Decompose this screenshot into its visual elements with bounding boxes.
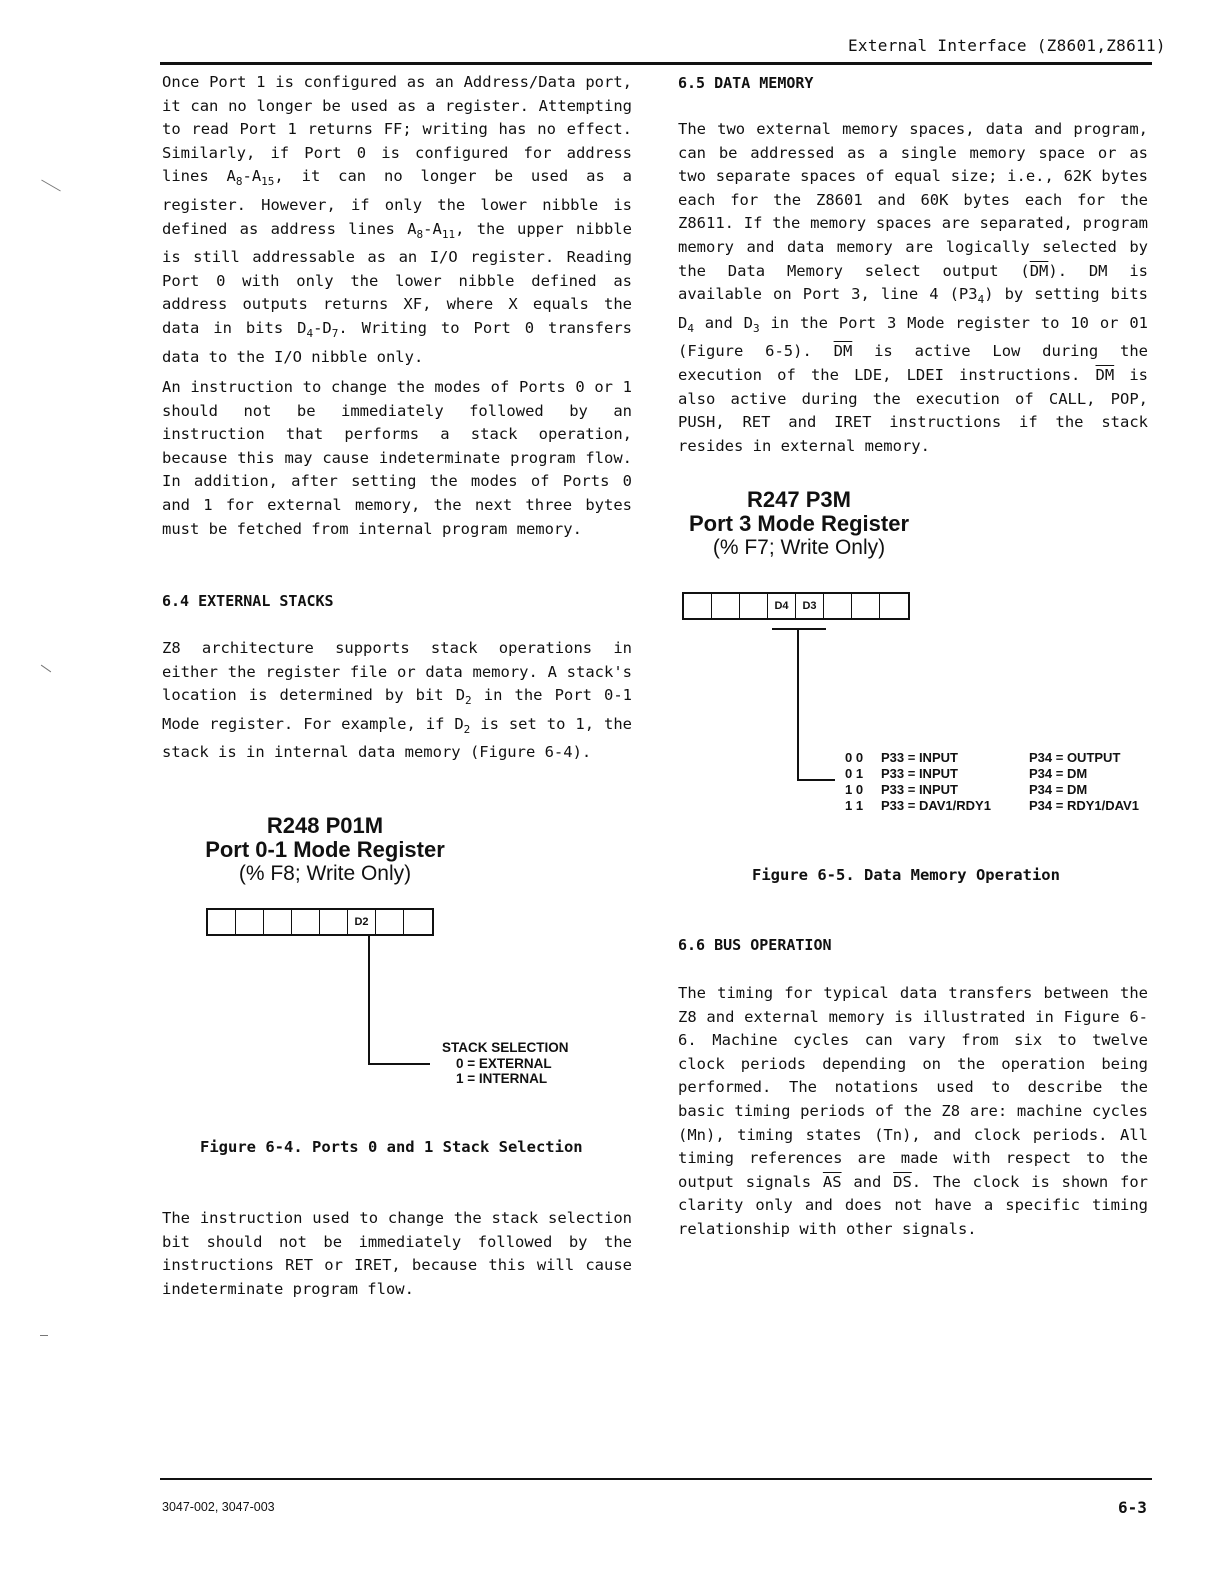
register-name: Port 3 Mode Register bbox=[688, 511, 910, 536]
figure-6-5-bracket bbox=[772, 628, 826, 630]
register-id: R247 P3M bbox=[747, 487, 851, 512]
section-heading-bus-operation: 6.6 BUS OPERATION bbox=[678, 936, 832, 954]
figure-6-5-vertical-connector bbox=[797, 628, 799, 780]
figure-6-4-legend bbox=[442, 1040, 569, 1087]
bit-cell bbox=[880, 594, 908, 618]
scan-mark bbox=[40, 1335, 48, 1336]
page-number: 6-3 bbox=[1118, 1498, 1147, 1517]
figure-6-5-caption: Figure 6-5. Data Memory Operation bbox=[752, 866, 1060, 884]
bit-cell bbox=[684, 594, 712, 618]
figure-6-4-register-title bbox=[180, 814, 470, 886]
register-name: Port 0-1 Mode Register bbox=[205, 837, 445, 862]
scan-mark bbox=[41, 180, 61, 192]
bit-cell bbox=[852, 594, 880, 618]
bit-cell bbox=[712, 594, 740, 618]
bit-cell-d2: D2 bbox=[348, 910, 376, 934]
figure-6-4-horizontal-connector bbox=[368, 1063, 430, 1065]
bit-cell-d4: D4 bbox=[768, 594, 796, 618]
section-heading-data-memory: 6.5 DATA MEMORY bbox=[678, 74, 814, 92]
mode-row: 0 0 P33 = INPUT P34 = OUTPUT bbox=[845, 750, 1121, 765]
bit-cell bbox=[824, 594, 852, 618]
bit-cell bbox=[264, 910, 292, 934]
footer-document-code: 3047-002, 3047-003 bbox=[162, 1500, 275, 1514]
paragraph-port1-config: Once Port 1 is configured as an Address/Data port, it can no longer be used as a register. Attempting to read Port 1 returns FF; writing has no effect. Similarly, if Port 0 is configured for address lines $A_8-A_{15}$, it can no longer be used as a register. However, if only the lower nibble is defined as address lines $A_8-A_{11}$, the upper nibble is still addressable as an I/O register. Reading Port 0 with only the lower nibble defined as address outputs returns XF, where X equals the data in bits $D_4-D_7$. Writing to Port 0 transfers data to the I/O nibble only. bbox=[162, 73, 632, 366]
bit-cell bbox=[236, 910, 264, 934]
figure-6-4-caption: Figure 6-4. Ports 0 and 1 Stack Selection bbox=[200, 1138, 583, 1156]
header-rule bbox=[160, 62, 1152, 65]
register-note: (% F8; Write Only) bbox=[238, 862, 412, 885]
mode-row: 1 1 P33 = DAV1/RDY1 P34 = RDY1/DAV1 bbox=[845, 798, 1139, 813]
register-note: (% F7; Write Only) bbox=[712, 536, 886, 559]
legend-title: STACK SELECTION bbox=[442, 1040, 569, 1055]
section-heading-external-stacks: 6.4 EXTERNAL STACKS bbox=[162, 592, 334, 610]
bit-cell bbox=[320, 910, 348, 934]
figure-6-4-register-bits bbox=[206, 908, 434, 936]
legend-internal: 1 = INTERNAL bbox=[456, 1071, 548, 1086]
paragraph-ret-iret: The instruction used to change the stack selection bit should not be immediately followed by the instructions RET or IRET, because this will cause indeterminate program flow. bbox=[162, 1209, 632, 1298]
bit-cell bbox=[376, 910, 404, 934]
scan-mark bbox=[41, 665, 51, 673]
paragraph-mode-change: An instruction to change the modes of Ports 0 or 1 should not be immediately followed by an instruction that performs a stack operation, because this may cause indeterminate program flow. In addition, after setting the modes of Ports 0 and 1 for external memory, the next three bytes must be fetched from internal program memory. bbox=[162, 378, 632, 538]
mode-row: 0 1 P33 = INPUT P34 = DM bbox=[845, 766, 1088, 781]
bit-cell bbox=[740, 594, 768, 618]
paragraph-bus-operation: The timing for typical data transfers between the Z8 and external memory is illustrated in Figure 6-6. Machine cycles can vary from six to twelve clock periods depending on the operation being performed. The notations used to describe the basic timing periods of the Z8 are: machine cycles (Mn), timing states (Tn), and clock periods. All timing references are made with respect to the output signals $\overline{AS}$ and $\overline{DS}$. The clock is shown for clarity only and does not have a specific timing relationship with other signals. bbox=[678, 984, 1148, 1238]
paragraph-external-stacks: Z8 architecture supports stack operations in either the register file or data memory. A stack's location is determined by bit $D_2$ in the Port 0-1 Mode register. For example, if $D_2$ is set to 1, the stack is in internal data memory (Figure 6-4). bbox=[162, 639, 632, 762]
figure-6-5-horizontal-connector bbox=[797, 779, 835, 781]
figure-6-4-vertical-connector bbox=[368, 936, 370, 1064]
bit-cell bbox=[208, 910, 236, 934]
figure-6-5-mode-table bbox=[845, 750, 1139, 814]
footer-rule bbox=[160, 1478, 1152, 1480]
running-header: External Interface (Z8601,Z8611) bbox=[848, 36, 1166, 55]
bit-cell bbox=[292, 910, 320, 934]
mode-row: 1 0 P33 = INPUT P34 = DM bbox=[845, 782, 1088, 797]
bit-cell bbox=[404, 910, 432, 934]
paragraph-data-memory: The two external memory spaces, data and program, can be addressed as a single memory space or as two separate spaces of equal size; i.e., 62K bytes each for the Z8601 and 60K bytes each for the Z8611. If the memory spaces are separated, program memory and data memory are logically selected by the Data Memory select output $(\overline{DM})$. DM is available on Port 3, line 4 $(P3_4)$ by setting bits $D_4$ and $D_3$ in the Port 3 Mode register to 10 or 01 (Figure 6-5). $\overline{DM}$ is active Low during the execution of the LDE, LDEI instructions. $\overline{DM}$ is also active during the execution of CALL, POP, PUSH, RET and IRET instructions if the stack resides in external memory. bbox=[678, 120, 1148, 455]
bit-cell-d3: D3 bbox=[796, 594, 824, 618]
figure-6-5-register-bits bbox=[682, 592, 910, 620]
register-id: R248 P01M bbox=[266, 813, 384, 838]
figure-6-5-register-title bbox=[670, 488, 928, 560]
legend-external: 0 = EXTERNAL bbox=[456, 1055, 552, 1071]
